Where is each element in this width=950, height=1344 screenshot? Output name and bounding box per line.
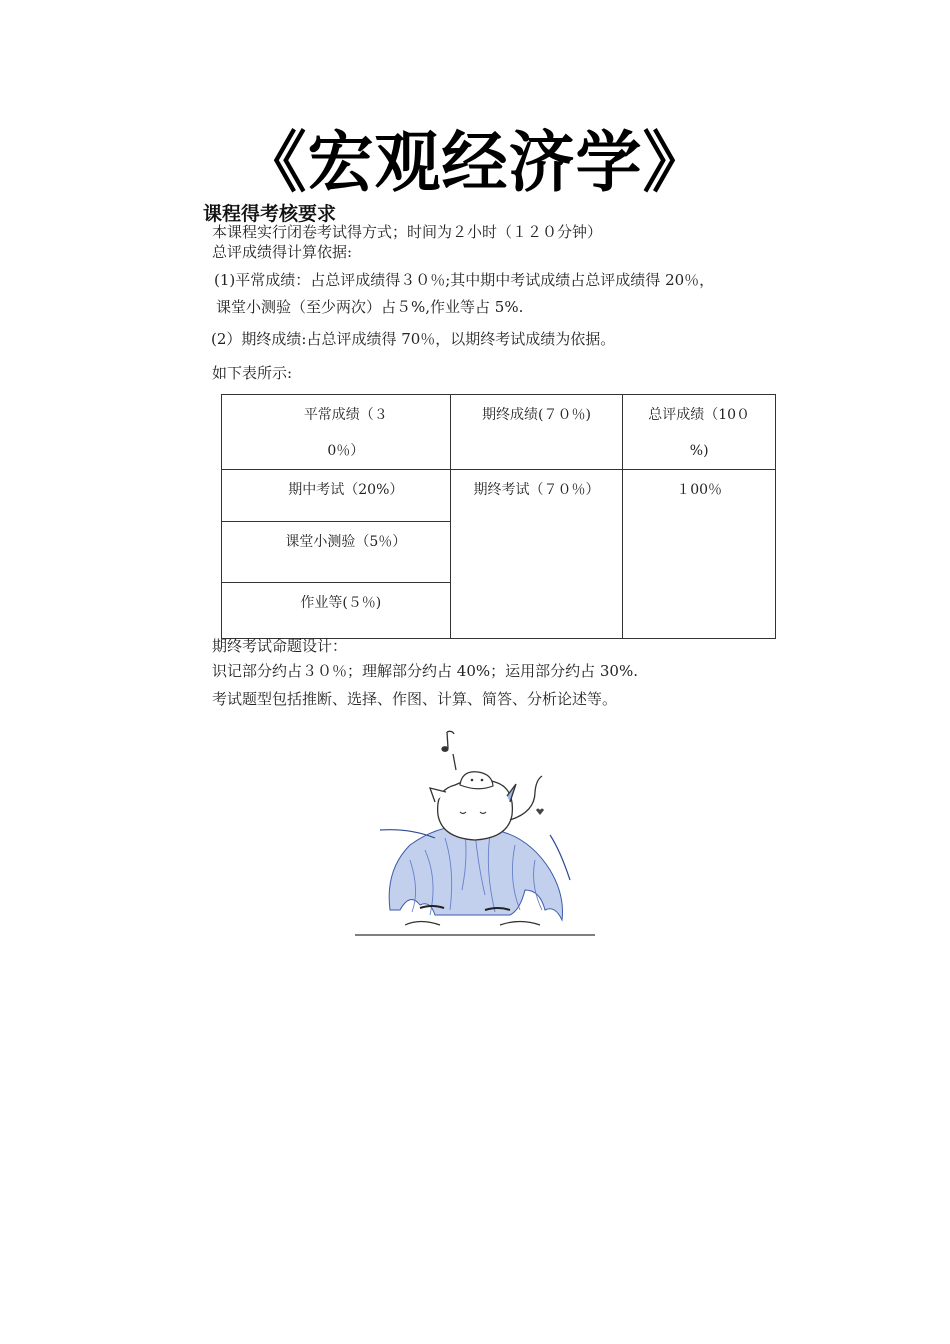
cell-homework: 作业等(５％) (222, 583, 451, 639)
cell-quiz: 课堂小测验（5％） (222, 522, 451, 583)
design-types: 考试题型包括推断、选择、作图、计算、简答、分析论述等。 (212, 690, 618, 708)
item2-text: (2）期终成绩:占总评成绩得 70％，以期终考试成绩为依据。 (211, 330, 616, 348)
header-final: 期终成绩(７０％) (481, 407, 591, 423)
table-header-row (222, 395, 776, 470)
header-total-line1: 总评成绩（10０ (648, 407, 751, 423)
exam-format-text: 本课程实行闭卷考试得方式；时间为２小时（１２０分钟） (212, 223, 603, 241)
cell-total: １00％ (623, 470, 776, 639)
item1-line2: 课堂小测验（至少两次）占５%,作业等占 5%. (216, 298, 524, 316)
section-heading: 课程得考核要求 (203, 203, 337, 225)
basis-label: 总评成绩得计算依据: (212, 243, 353, 261)
header-cell-regular (222, 395, 451, 470)
document-title: 《宏观经济学》 (240, 124, 710, 201)
cell-final-exam: 期终考试（７０％） (450, 470, 623, 639)
header-regular-line1: 平常成绩（３ (303, 407, 388, 423)
header-total-line2: %) (689, 443, 709, 459)
design-ratio: 识记部分约占３０％；理解部分约占 40%；运用部分约占 30%. (212, 662, 638, 680)
header-regular-line2: 0％） (327, 443, 365, 459)
header-cell-total (623, 395, 776, 470)
table-row (222, 470, 776, 522)
anime-girl-with-cat-sketch-icon (350, 720, 600, 942)
cell-midterm: 期中考试（20%） (222, 470, 451, 522)
design-label: 期终考试命题设计： (212, 637, 348, 655)
item1-line1: (1)平常成绩：占总评成绩得３０％;其中期中考试成绩占总评成绩得 20％， (214, 271, 715, 289)
table-intro: 如下表所示: (212, 364, 293, 382)
header-cell-final (450, 395, 623, 470)
grade-table (221, 394, 776, 639)
